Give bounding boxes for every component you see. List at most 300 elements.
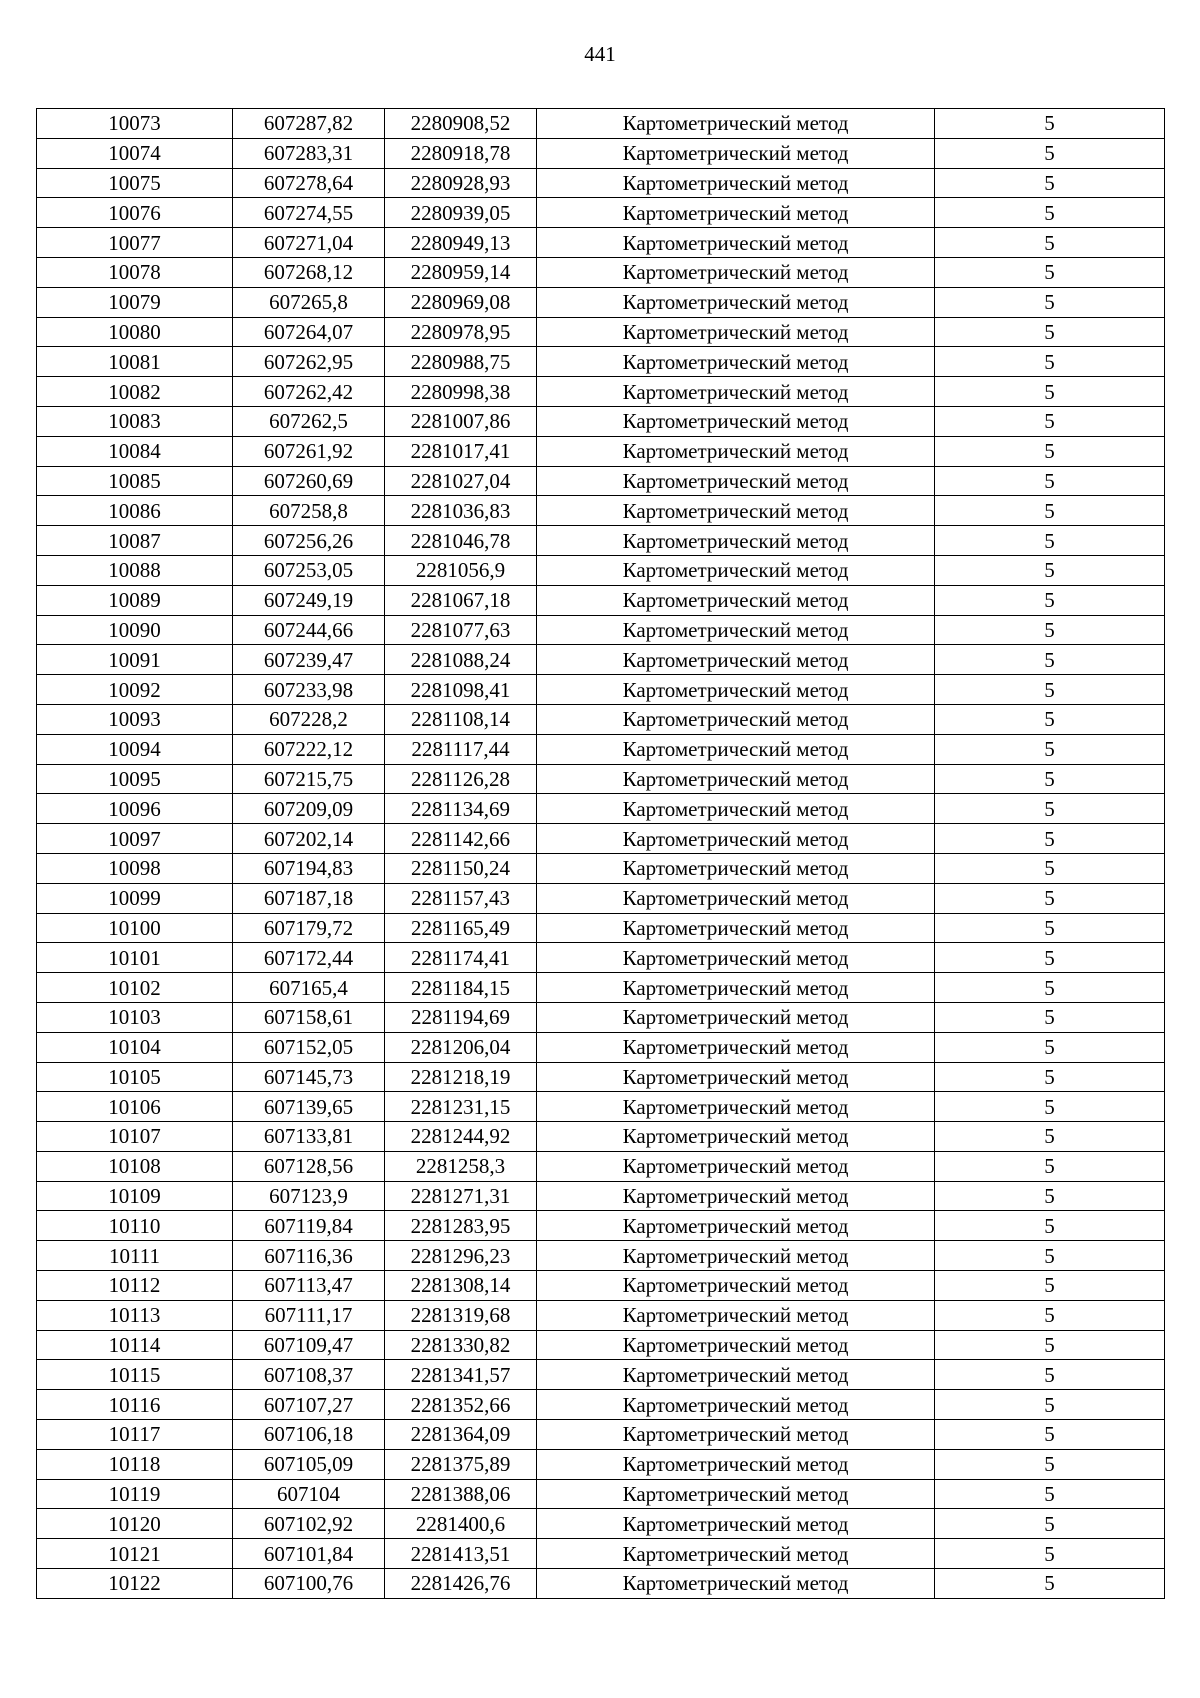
table-row [37,1181,1165,1211]
method-cell: Картометрический метод [537,1509,935,1539]
method-cell: Картометрический метод [537,1151,935,1181]
method-cell: Картометрический метод [537,1420,935,1450]
point-number-cell: 10087 [37,526,233,556]
point-number-cell: 10084 [37,436,233,466]
point-number-cell: 10119 [37,1479,233,1509]
table-row [37,1390,1165,1420]
x-coordinate-cell: 607274,55 [233,198,385,228]
point-number-cell: 10117 [37,1420,233,1450]
point-number-cell: 10082 [37,377,233,407]
y-coordinate-cell: 2281134,69 [385,794,537,824]
point-number-cell: 10106 [37,1092,233,1122]
method-cell: Картометрический метод [537,1241,935,1271]
method-cell: Картометрический метод [537,347,935,377]
table-row [37,734,1165,764]
point-number-cell: 10098 [37,853,233,883]
accuracy-cell: 5 [935,1569,1165,1599]
y-coordinate-cell: 2281126,28 [385,764,537,794]
x-coordinate-cell: 607104 [233,1479,385,1509]
y-coordinate-cell: 2281174,41 [385,943,537,973]
table-row [37,496,1165,526]
accuracy-cell: 5 [935,377,1165,407]
table-row [37,1479,1165,1509]
x-coordinate-cell: 607222,12 [233,734,385,764]
x-coordinate-cell: 607187,18 [233,883,385,913]
method-cell: Картометрический метод [537,1092,935,1122]
y-coordinate-cell: 2281218,19 [385,1062,537,1092]
point-number-cell: 10102 [37,973,233,1003]
point-number-cell: 10086 [37,496,233,526]
y-coordinate-cell: 2281352,66 [385,1390,537,1420]
x-coordinate-cell: 607268,12 [233,257,385,287]
point-number-cell: 10091 [37,645,233,675]
x-coordinate-cell: 607108,37 [233,1360,385,1390]
accuracy-cell: 5 [935,406,1165,436]
point-number-cell: 10099 [37,883,233,913]
y-coordinate-cell: 2281296,23 [385,1241,537,1271]
table-row [37,1092,1165,1122]
table-row [37,1151,1165,1181]
method-cell: Картометрический метод [537,1300,935,1330]
x-coordinate-cell: 607271,04 [233,228,385,258]
method-cell: Картометрический метод [537,1211,935,1241]
method-cell: Картометрический метод [537,555,935,585]
table-row [37,317,1165,347]
y-coordinate-cell: 2281341,57 [385,1360,537,1390]
method-cell: Картометрический метод [537,853,935,883]
point-number-cell: 10094 [37,734,233,764]
y-coordinate-cell: 2281206,04 [385,1032,537,1062]
method-cell: Картометрический метод [537,317,935,347]
method-cell: Картометрический метод [537,138,935,168]
x-coordinate-cell: 607133,81 [233,1122,385,1152]
point-number-cell: 10076 [37,198,233,228]
y-coordinate-cell: 2280918,78 [385,138,537,168]
point-number-cell: 10083 [37,406,233,436]
point-number-cell: 10105 [37,1062,233,1092]
method-cell: Картометрический метод [537,764,935,794]
accuracy-cell: 5 [935,1092,1165,1122]
table-row [37,764,1165,794]
point-number-cell: 10115 [37,1360,233,1390]
method-cell: Картометрический метод [537,883,935,913]
y-coordinate-cell: 2281308,14 [385,1271,537,1301]
table-row [37,347,1165,377]
method-cell: Картометрический метод [537,675,935,705]
y-coordinate-cell: 2280998,38 [385,377,537,407]
accuracy-cell: 5 [935,138,1165,168]
x-coordinate-cell: 607123,9 [233,1181,385,1211]
accuracy-cell: 5 [935,1449,1165,1479]
x-coordinate-cell: 607179,72 [233,913,385,943]
method-cell: Картометрический метод [537,1330,935,1360]
method-cell: Картометрический метод [537,168,935,198]
x-coordinate-cell: 607107,27 [233,1390,385,1420]
table-row [37,1241,1165,1271]
accuracy-cell: 5 [935,168,1165,198]
point-number-cell: 10079 [37,287,233,317]
x-coordinate-cell: 607100,76 [233,1569,385,1599]
y-coordinate-cell: 2281142,66 [385,824,537,854]
point-number-cell: 10092 [37,675,233,705]
point-number-cell: 10116 [37,1390,233,1420]
point-number-cell: 10104 [37,1032,233,1062]
accuracy-cell: 5 [935,1539,1165,1569]
y-coordinate-cell: 2281017,41 [385,436,537,466]
y-coordinate-cell: 2281413,51 [385,1539,537,1569]
coordinates-table [36,108,1165,1599]
x-coordinate-cell: 607287,82 [233,109,385,139]
accuracy-cell: 5 [935,466,1165,496]
point-number-cell: 10075 [37,168,233,198]
point-number-cell: 10107 [37,1122,233,1152]
point-number-cell: 10108 [37,1151,233,1181]
method-cell: Картометрический метод [537,496,935,526]
y-coordinate-cell: 2281388,06 [385,1479,537,1509]
method-cell: Картометрический метод [537,287,935,317]
method-cell: Картометрический метод [537,1271,935,1301]
method-cell: Картометрический метод [537,1181,935,1211]
accuracy-cell: 5 [935,1151,1165,1181]
table-row [37,198,1165,228]
y-coordinate-cell: 2280939,05 [385,198,537,228]
point-number-cell: 10089 [37,585,233,615]
point-number-cell: 10090 [37,615,233,645]
accuracy-cell: 5 [935,228,1165,258]
method-cell: Картометрический метод [537,1479,935,1509]
y-coordinate-cell: 2281283,95 [385,1211,537,1241]
table-row [37,138,1165,168]
accuracy-cell: 5 [935,1390,1165,1420]
accuracy-cell: 5 [935,1300,1165,1330]
table-row [37,645,1165,675]
accuracy-cell: 5 [935,764,1165,794]
table-row [37,1360,1165,1390]
table-row [37,1271,1165,1301]
table-row [37,1420,1165,1450]
point-number-cell: 10095 [37,764,233,794]
y-coordinate-cell: 2281067,18 [385,585,537,615]
table-row [37,794,1165,824]
method-cell: Картометрический метод [537,734,935,764]
method-cell: Картометрический метод [537,913,935,943]
accuracy-cell: 5 [935,198,1165,228]
table-row [37,109,1165,139]
y-coordinate-cell: 2280928,93 [385,168,537,198]
y-coordinate-cell: 2281077,63 [385,615,537,645]
accuracy-cell: 5 [935,1360,1165,1390]
point-number-cell: 10112 [37,1271,233,1301]
y-coordinate-cell: 2281165,49 [385,913,537,943]
y-coordinate-cell: 2281319,68 [385,1300,537,1330]
method-cell: Картометрический метод [537,794,935,824]
method-cell: Картометрический метод [537,645,935,675]
method-cell: Картометрический метод [537,1032,935,1062]
point-number-cell: 10109 [37,1181,233,1211]
y-coordinate-cell: 2281258,3 [385,1151,537,1181]
accuracy-cell: 5 [935,1062,1165,1092]
x-coordinate-cell: 607194,83 [233,853,385,883]
x-coordinate-cell: 607202,14 [233,824,385,854]
method-cell: Картометрический метод [537,1062,935,1092]
accuracy-cell: 5 [935,1509,1165,1539]
point-number-cell: 10088 [37,555,233,585]
y-coordinate-cell: 2281150,24 [385,853,537,883]
table-row [37,615,1165,645]
page-number: 441 [584,42,616,66]
x-coordinate-cell: 607256,26 [233,526,385,556]
y-coordinate-cell: 2280908,52 [385,109,537,139]
method-cell: Картометрический метод [537,615,935,645]
accuracy-cell: 5 [935,257,1165,287]
table-row [37,943,1165,973]
y-coordinate-cell: 2280949,13 [385,228,537,258]
accuracy-cell: 5 [935,645,1165,675]
table-row [37,1509,1165,1539]
point-number-cell: 10111 [37,1241,233,1271]
x-coordinate-cell: 607258,8 [233,496,385,526]
x-coordinate-cell: 607158,61 [233,1002,385,1032]
accuracy-cell: 5 [935,883,1165,913]
x-coordinate-cell: 607239,47 [233,645,385,675]
point-number-cell: 10113 [37,1300,233,1330]
accuracy-cell: 5 [935,734,1165,764]
x-coordinate-cell: 607105,09 [233,1449,385,1479]
table-row [37,466,1165,496]
x-coordinate-cell: 607260,69 [233,466,385,496]
method-cell: Картометрический метод [537,585,935,615]
accuracy-cell: 5 [935,317,1165,347]
point-number-cell: 10100 [37,913,233,943]
table-row [37,585,1165,615]
point-number-cell: 10122 [37,1569,233,1599]
table-row [37,168,1165,198]
method-cell: Картометрический метод [537,526,935,556]
accuracy-cell: 5 [935,347,1165,377]
y-coordinate-cell: 2281330,82 [385,1330,537,1360]
point-number-cell: 10120 [37,1509,233,1539]
point-number-cell: 10110 [37,1211,233,1241]
point-number-cell: 10093 [37,704,233,734]
y-coordinate-cell: 2281046,78 [385,526,537,556]
x-coordinate-cell: 607113,47 [233,1271,385,1301]
accuracy-cell: 5 [935,943,1165,973]
method-cell: Картометрический метод [537,1449,935,1479]
x-coordinate-cell: 607249,19 [233,585,385,615]
y-coordinate-cell: 2281056,9 [385,555,537,585]
accuracy-cell: 5 [935,1271,1165,1301]
method-cell: Картометрический метод [537,1539,935,1569]
y-coordinate-cell: 2281027,04 [385,466,537,496]
point-number-cell: 10073 [37,109,233,139]
accuracy-cell: 5 [935,1002,1165,1032]
table-row [37,973,1165,1003]
accuracy-cell: 5 [935,436,1165,466]
y-coordinate-cell: 2281184,15 [385,973,537,1003]
method-cell: Картометрический метод [537,466,935,496]
point-number-cell: 10081 [37,347,233,377]
x-coordinate-cell: 607109,47 [233,1330,385,1360]
table-row [37,704,1165,734]
y-coordinate-cell: 2281007,86 [385,406,537,436]
point-number-cell: 10103 [37,1002,233,1032]
accuracy-cell: 5 [935,973,1165,1003]
table-row [37,526,1165,556]
method-cell: Картометрический метод [537,198,935,228]
point-number-cell: 10097 [37,824,233,854]
method-cell: Картометрический метод [537,943,935,973]
y-coordinate-cell: 2281364,09 [385,1420,537,1450]
accuracy-cell: 5 [935,913,1165,943]
table-row [37,1211,1165,1241]
x-coordinate-cell: 607262,42 [233,377,385,407]
x-coordinate-cell: 607172,44 [233,943,385,973]
point-number-cell: 10118 [37,1449,233,1479]
method-cell: Картометрический метод [537,1122,935,1152]
table-row [37,228,1165,258]
y-coordinate-cell: 2281375,89 [385,1449,537,1479]
method-cell: Картометрический метод [537,824,935,854]
table-row [37,824,1165,854]
x-coordinate-cell: 607228,2 [233,704,385,734]
x-coordinate-cell: 607139,65 [233,1092,385,1122]
table-row [37,1300,1165,1330]
y-coordinate-cell: 2281231,15 [385,1092,537,1122]
table-row [37,883,1165,913]
accuracy-cell: 5 [935,287,1165,317]
method-cell: Картометрический метод [537,257,935,287]
method-cell: Картометрический метод [537,973,935,1003]
point-number-cell: 10114 [37,1330,233,1360]
accuracy-cell: 5 [935,1420,1165,1450]
method-cell: Картометрический метод [537,377,935,407]
accuracy-cell: 5 [935,1181,1165,1211]
table-row [37,257,1165,287]
y-coordinate-cell: 2280969,08 [385,287,537,317]
table-row [37,1002,1165,1032]
method-cell: Картометрический метод [537,1390,935,1420]
table-row [37,1569,1165,1599]
accuracy-cell: 5 [935,1241,1165,1271]
table-row [37,1539,1165,1569]
y-coordinate-cell: 2280978,95 [385,317,537,347]
x-coordinate-cell: 607264,07 [233,317,385,347]
accuracy-cell: 5 [935,1211,1165,1241]
x-coordinate-cell: 607152,05 [233,1032,385,1062]
point-number-cell: 10077 [37,228,233,258]
point-number-cell: 10121 [37,1539,233,1569]
y-coordinate-cell: 2281036,83 [385,496,537,526]
coordinates-table-body [37,109,1165,1599]
x-coordinate-cell: 607165,4 [233,973,385,1003]
accuracy-cell: 5 [935,615,1165,645]
x-coordinate-cell: 607102,92 [233,1509,385,1539]
table-row [37,406,1165,436]
table-row [37,913,1165,943]
accuracy-cell: 5 [935,1032,1165,1062]
method-cell: Картометрический метод [537,406,935,436]
y-coordinate-cell: 2281157,43 [385,883,537,913]
table-row [37,287,1165,317]
point-number-cell: 10101 [37,943,233,973]
x-coordinate-cell: 607111,17 [233,1300,385,1330]
accuracy-cell: 5 [935,496,1165,526]
accuracy-cell: 5 [935,824,1165,854]
method-cell: Картометрический метод [537,228,935,258]
x-coordinate-cell: 607265,8 [233,287,385,317]
x-coordinate-cell: 607128,56 [233,1151,385,1181]
accuracy-cell: 5 [935,526,1165,556]
method-cell: Картометрический метод [537,1569,935,1599]
y-coordinate-cell: 2281271,31 [385,1181,537,1211]
x-coordinate-cell: 607106,18 [233,1420,385,1450]
x-coordinate-cell: 607278,64 [233,168,385,198]
y-coordinate-cell: 2281108,14 [385,704,537,734]
x-coordinate-cell: 607116,36 [233,1241,385,1271]
x-coordinate-cell: 607145,73 [233,1062,385,1092]
accuracy-cell: 5 [935,794,1165,824]
table-row [37,1032,1165,1062]
accuracy-cell: 5 [935,585,1165,615]
method-cell: Картометрический метод [537,109,935,139]
x-coordinate-cell: 607283,31 [233,138,385,168]
point-number-cell: 10080 [37,317,233,347]
method-cell: Картометрический метод [537,704,935,734]
x-coordinate-cell: 607209,09 [233,794,385,824]
point-number-cell: 10096 [37,794,233,824]
x-coordinate-cell: 607233,98 [233,675,385,705]
accuracy-cell: 5 [935,704,1165,734]
point-number-cell: 10078 [37,257,233,287]
y-coordinate-cell: 2281194,69 [385,1002,537,1032]
x-coordinate-cell: 607244,66 [233,615,385,645]
table-row [37,1062,1165,1092]
x-coordinate-cell: 607119,84 [233,1211,385,1241]
accuracy-cell: 5 [935,675,1165,705]
point-number-cell: 10074 [37,138,233,168]
accuracy-cell: 5 [935,1330,1165,1360]
table-row [37,675,1165,705]
x-coordinate-cell: 607215,75 [233,764,385,794]
table-row [37,1449,1165,1479]
point-number-cell: 10085 [37,466,233,496]
accuracy-cell: 5 [935,1479,1165,1509]
x-coordinate-cell: 607101,84 [233,1539,385,1569]
method-cell: Картометрический метод [537,1002,935,1032]
accuracy-cell: 5 [935,853,1165,883]
y-coordinate-cell: 2281117,44 [385,734,537,764]
x-coordinate-cell: 607262,5 [233,406,385,436]
accuracy-cell: 5 [935,109,1165,139]
table-row [37,555,1165,585]
y-coordinate-cell: 2281426,76 [385,1569,537,1599]
table-row [37,1122,1165,1152]
table-row [37,853,1165,883]
method-cell: Картометрический метод [537,436,935,466]
x-coordinate-cell: 607253,05 [233,555,385,585]
table-row [37,377,1165,407]
x-coordinate-cell: 607261,92 [233,436,385,466]
y-coordinate-cell: 2281088,24 [385,645,537,675]
y-coordinate-cell: 2281400,6 [385,1509,537,1539]
y-coordinate-cell: 2281098,41 [385,675,537,705]
y-coordinate-cell: 2280988,75 [385,347,537,377]
method-cell: Картометрический метод [537,1360,935,1390]
accuracy-cell: 5 [935,1122,1165,1152]
x-coordinate-cell: 607262,95 [233,347,385,377]
accuracy-cell: 5 [935,555,1165,585]
y-coordinate-cell: 2280959,14 [385,257,537,287]
